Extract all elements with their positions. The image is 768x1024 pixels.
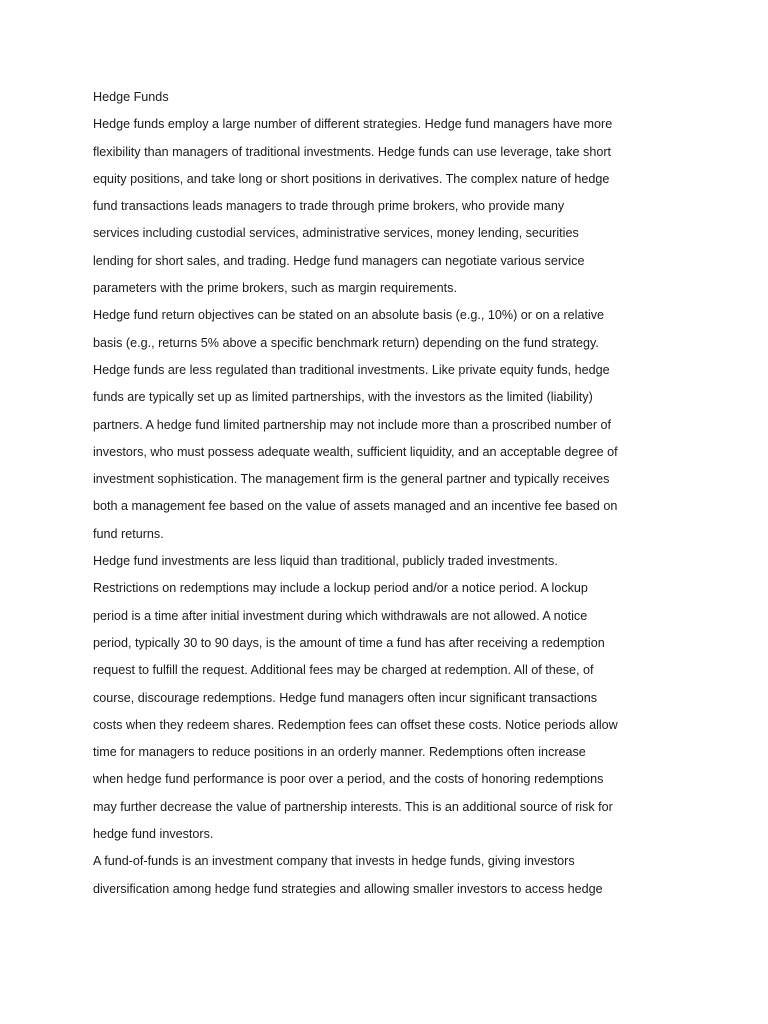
text-line: basis (e.g., returns 5% above a specific benchmark return) depending on the fund strategy. <box>93 335 599 350</box>
text-line: Hedge funds are less regulated than traditional investments. Like private equity funds, hedge <box>93 362 610 377</box>
text-line: costs when they redeem shares. Redemption fees can offset these costs. Notice periods allow <box>93 717 618 732</box>
text-line: Hedge funds employ a large number of different strategies. Hedge fund managers have more <box>93 117 613 132</box>
text-line: equity positions, and take long or short positions in derivatives. The complex nature of hedge <box>93 171 610 186</box>
text-line: investors, who must possess adequate wealth, sufficient liquidity, and an acceptable degree of <box>93 444 618 459</box>
paragraph-5 <box>93 848 653 903</box>
text-line: when hedge fund performance is poor over a period, and the costs of honoring redemptions <box>93 772 604 787</box>
text-line: request to fulfill the request. Additional fees may be charged at redemption. All of these, of <box>93 663 594 678</box>
document-title: Hedge Funds <box>93 90 169 104</box>
document-page <box>93 84 653 903</box>
text-line: fund transactions leads managers to trade through prime brokers, who provide many <box>93 199 565 214</box>
text-line: Hedge fund investments are less liquid than traditional, publicly traded investments. <box>93 554 558 569</box>
paragraph-4 <box>93 548 653 848</box>
text-line: parameters with the prime brokers, such as margin requirements. <box>93 281 457 296</box>
text-line: period is a time after initial investment during which withdrawals are not allowed. A notice <box>93 608 588 623</box>
paragraph-3 <box>93 357 653 548</box>
text-line: course, discourage redemptions. Hedge fund managers often incur significant transactions <box>93 690 598 705</box>
text-line: Restrictions on redemptions may include a lockup period and/or a notice period. A lockup <box>93 581 588 596</box>
text-line: Hedge fund return objectives can be stated on an absolute basis (e.g., 10%) or on a relative <box>93 308 605 323</box>
text-line: diversification among hedge fund strategies and allowing smaller investors to access hedge <box>93 881 603 896</box>
text-line: both a management fee based on the value of assets managed and an incentive fee based on <box>93 499 618 514</box>
text-line: hedge fund investors. <box>93 827 214 842</box>
text-line: services including custodial services, administrative services, money lending, securities <box>93 226 579 241</box>
paragraph-2 <box>93 302 653 357</box>
text-line: fund returns. <box>93 526 164 541</box>
text-line: may further decrease the value of partnership interests. This is an additional source of risk for <box>93 799 613 814</box>
text-line: time for managers to reduce positions in an orderly manner. Redemptions often increase <box>93 745 586 760</box>
text-line: investment sophistication. The management firm is the general partner and typically receives <box>93 472 610 487</box>
text-line: A fund-of-funds is an investment company that invests in hedge funds, giving investors <box>93 854 575 869</box>
text-line: period, typically 30 to 90 days, is the amount of time a fund has after receiving a redemption <box>93 635 605 650</box>
text-line: partners. A hedge fund limited partnership may not include more than a proscribed number of <box>93 417 612 432</box>
text-line: funds are typically set up as limited partnerships, with the investors as the limited (liability) <box>93 390 593 405</box>
text-line: flexibility than managers of traditional investments. Hedge funds can use leverage, take short <box>93 144 612 159</box>
text-line: lending for short sales, and trading. Hedge fund managers can negotiate various service <box>93 253 585 268</box>
paragraph-1 <box>93 111 653 302</box>
